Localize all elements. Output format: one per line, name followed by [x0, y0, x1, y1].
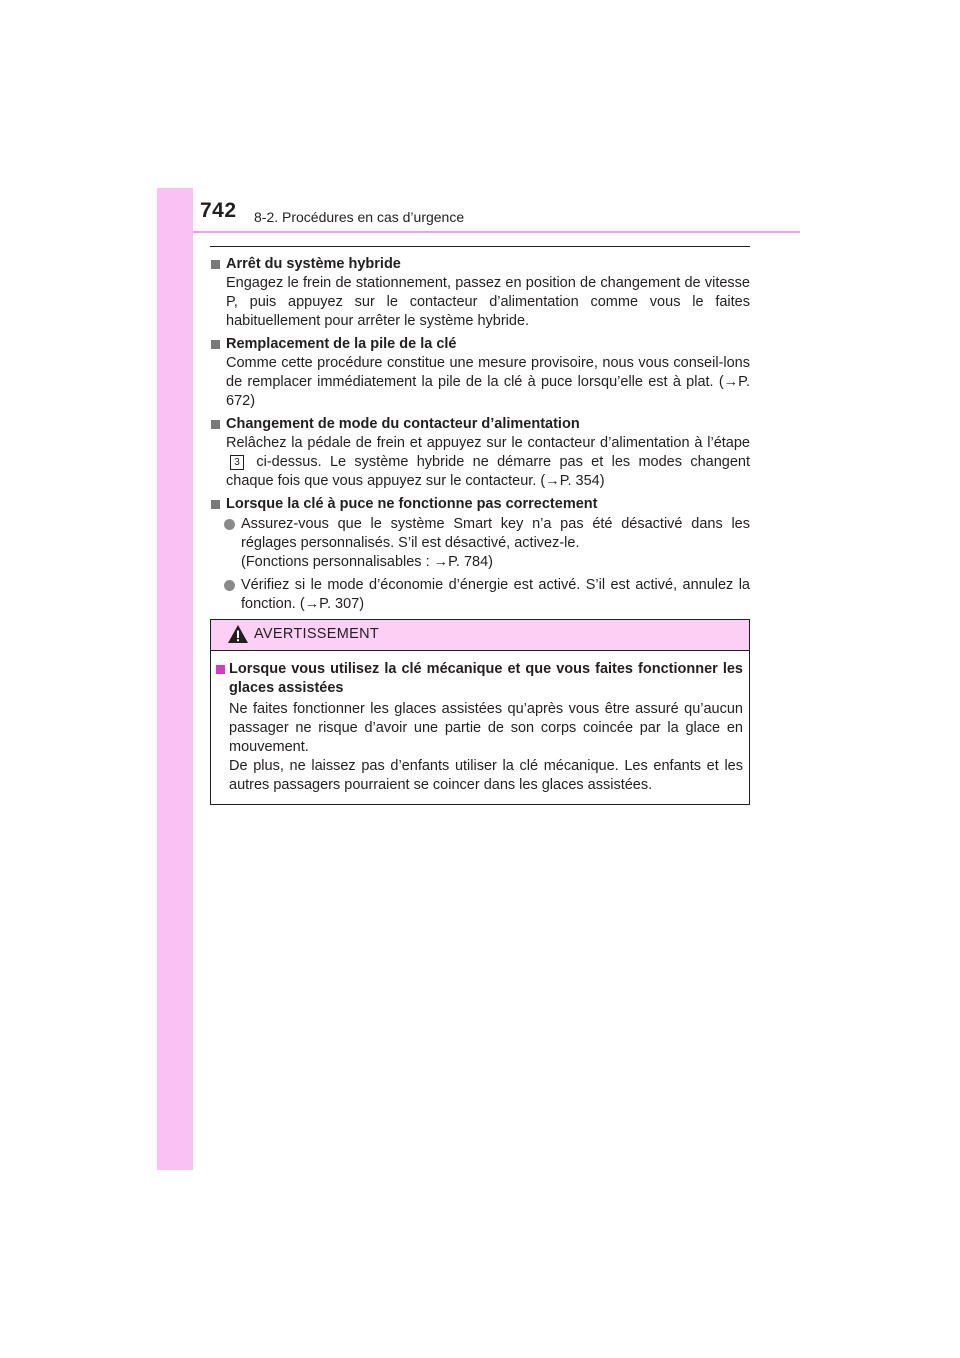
bullet-item: Assurez-vous que le système Smart key n’a pas été désactivé dans les réglages personnalisés. S’il est désactivé, activez-le. (Fonctions personnalisables : →P. 784) [210, 515, 750, 572]
item-text: Engagez le frein de stationnement, passez en position de changement de vitesse P, puis appuyez sur le contacteur d’alimentation comme vous le faites habituellement pour arrêter le système hybride. [226, 275, 750, 329]
square-bullet-icon [216, 665, 225, 674]
warning-header [211, 620, 749, 651]
warning-triangle-icon [227, 624, 249, 644]
square-bullet-icon [211, 260, 220, 269]
item-title: Lorsque la clé à puce ne fonctionne pas correctement [226, 496, 598, 512]
item-text: Comme cette procédure constitue une mesure provisoire, nous vous conseil-lons de remplacer immédiatement la pile de la clé à puce lorsqu’elle est à plat. (→P. 672) [226, 355, 750, 409]
item-title: Arrêt du système hybride [226, 256, 401, 272]
item-battery-replacement [210, 335, 750, 411]
item-title: Remplacement de la pile de la clé [226, 336, 457, 352]
item-hybrid-stop [210, 255, 750, 331]
warning-title: Lorsque vous utilisez la clé mécanique et que vous faites fonctionner les glaces assistées [229, 661, 743, 696]
page-number: 742 [200, 199, 237, 222]
warning-box [210, 619, 750, 805]
square-bullet-icon [211, 500, 220, 509]
item-smart-key-malfunction [210, 495, 750, 614]
item-text: Relâchez la pédale de frein et appuyez sur le contacteur d’alimentation à l’étape 3 ci-dessus. Le système hybride ne démarre pas et les modes changent chaque fois que vous appuyez sur le contacteur. (→P. 354) [226, 435, 750, 489]
step-number-box: 3 [230, 455, 244, 470]
warning-text: De plus, ne laissez pas d’enfants utiliser la clé mécanique. Les enfants et les autres passagers pourraient se coincer dans les glaces assistées. [229, 758, 743, 793]
circle-bullet-icon [224, 580, 235, 591]
warning-body [211, 660, 743, 795]
warning-label: AVERTISSEMENT [254, 626, 380, 642]
item-title: Changement de mode du contacteur d’alimentation [226, 416, 580, 432]
bullet-item: Vérifiez si le mode d’économie d’énergie est activé. S’il est activé, annulez la fonction. (→P. 307) [210, 576, 750, 614]
square-bullet-icon [211, 340, 220, 349]
section-title: 8-2. Procédures en cas d’urgence [254, 209, 465, 225]
content-area [210, 255, 750, 618]
circle-bullet-icon [224, 519, 235, 530]
item-power-mode-change [210, 415, 750, 491]
square-bullet-icon [211, 420, 220, 429]
header-rule [193, 231, 800, 233]
content-top-rule [210, 246, 750, 247]
chapter-sidebar-tab [157, 188, 193, 1170]
warning-text: Ne faites fonctionner les glaces assistées qu’après vous être assuré qu’aucun passager ne risque d’avoir une partie de son corps coincée par la glace en mouvement. [229, 701, 743, 755]
